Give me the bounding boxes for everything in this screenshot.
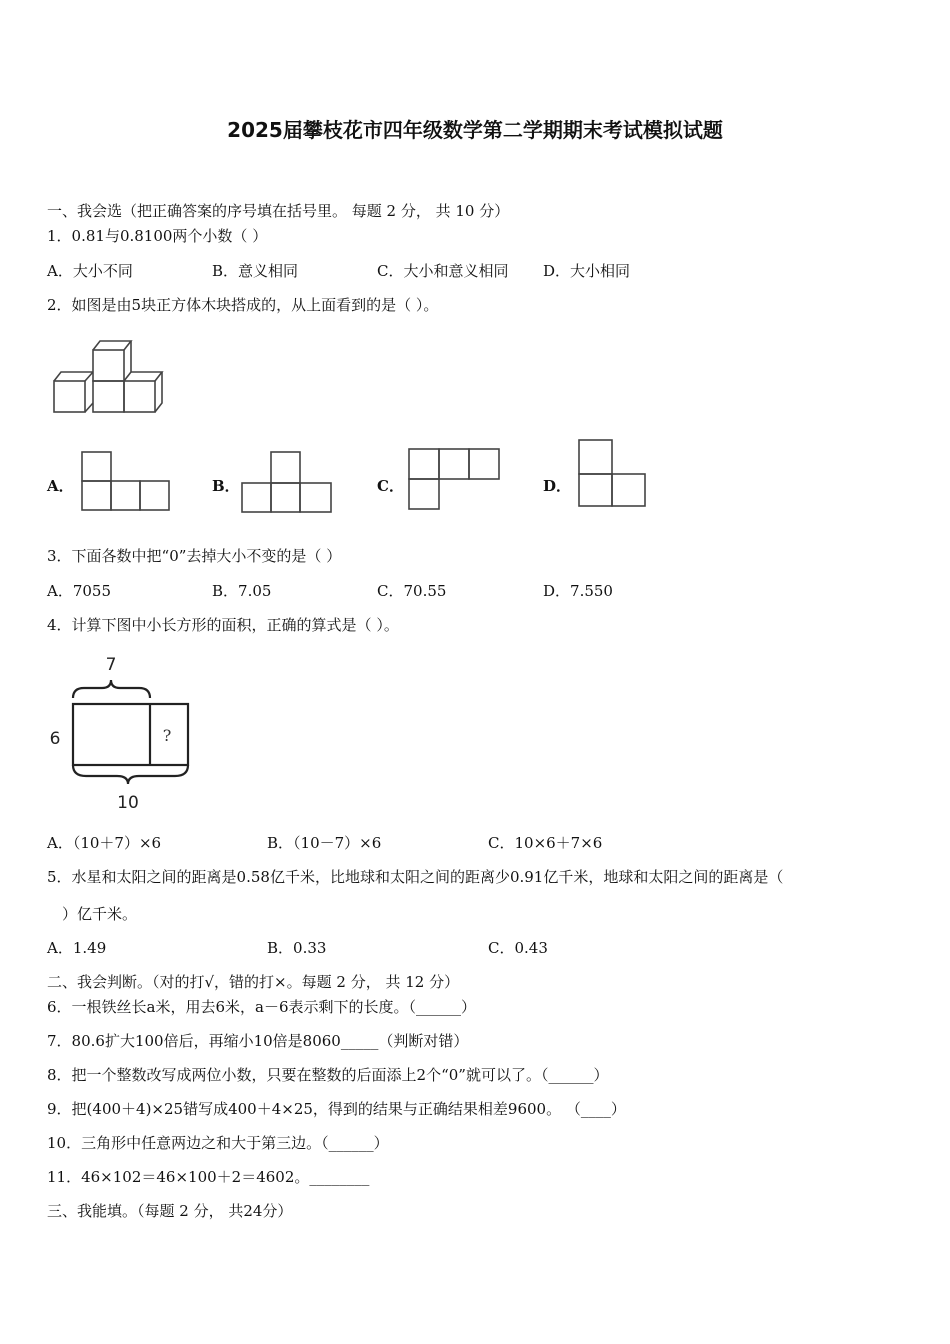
q6-item: 6．一根铁丝长a米，用去6米，a－6表示剩下的长度。（______） — [47, 998, 477, 1016]
q3-option-a: A．7055 — [47, 582, 112, 600]
q5-stem-line2: ）亿千米。 — [62, 905, 138, 923]
q9-item: 9．把(400＋4)×25错写成400＋4×25，得到的结果与正确结果相差9600。 （____） — [47, 1100, 626, 1118]
q5-stem-line1: 5．水星和太阳之间的距离是0.58亿千米，比地球和太阳之间的距离少0.91亿千米，地球和太阳之间的距离是（ — [47, 868, 784, 886]
section1-heading: 一、我会选（把正确答案的序号填在括号里。 每题 2 分， 共 10 分） — [47, 202, 510, 220]
q4-option-b: B．（10－7）×6 — [267, 834, 382, 852]
q2-option-b-label: B． — [212, 477, 240, 495]
q5-option-c: C．0.43 — [488, 939, 548, 957]
q2-option-b-figure — [238, 448, 338, 518]
q4-rectangle-figure — [44, 650, 204, 815]
q4-option-c: C．10×6＋7×6 — [488, 834, 603, 852]
section2-heading: 二、我会判断。（对的打√，错的打×。每题 2 分， 共 12 分） — [47, 973, 460, 991]
q1-option-c: C．大小和意义相同 — [377, 262, 509, 280]
q2-option-d-label: D． — [543, 477, 572, 495]
q1-option-a: A．大小不同 — [47, 262, 133, 280]
q3-option-d: D．7.550 — [543, 582, 613, 600]
q3-option-b: B．7.05 — [212, 582, 272, 600]
q2-option-a-label: A． — [47, 477, 74, 495]
q10-item: 10．三角形中任意两边之和大于第三边。（______） — [47, 1134, 389, 1152]
q5-option-a: A．1.49 — [47, 939, 107, 957]
section3-heading: 三、我能填。（每题 2 分， 共24分） — [47, 1202, 293, 1220]
q4-unknown-label: ? — [162, 726, 172, 745]
page-title: 2025届攀枝花市四年级数学第二学期期末考试模拟试题 — [227, 118, 723, 142]
q4-option-a: A．（10＋7）×6 — [47, 834, 162, 852]
q2-option-c-figure — [405, 444, 505, 514]
q4-bottom-label: 10 — [117, 793, 139, 813]
q11-item: 11．46×102＝46×100＋2＝4602。________ — [47, 1168, 370, 1186]
q8-item: 8．把一个整数改写成两位小数，只要在整数的后面添上2个“0”就可以了。（______） — [47, 1066, 609, 1084]
q3-stem: 3．下面各数中把“0”去掉大小不变的是（ ） — [47, 547, 342, 565]
q1-option-b: B．意义相同 — [212, 262, 299, 280]
q3-option-c: C．70.55 — [377, 582, 447, 600]
q4-side-label: 6 — [49, 729, 61, 749]
q1-option-d: D．大小相同 — [543, 262, 631, 280]
q2-cubes-figure — [50, 336, 170, 421]
q4-stem: 4．计算下图中小长方形的面积，正确的算式是（ ）。 — [47, 616, 399, 634]
q2-option-c-label: C． — [377, 477, 404, 495]
q2-option-a-figure — [78, 448, 173, 513]
q4-top-label: 7 — [105, 655, 117, 675]
q5-option-b: B．0.33 — [267, 939, 327, 957]
q2-stem: 2．如图是由5块正方体木块搭成的，从上面看到的是（ ）。 — [47, 296, 439, 314]
q2-option-d-figure — [575, 436, 655, 511]
q7-item: 7．80.6扩大100倍后，再缩小10倍是8060_____（判断对错） — [47, 1032, 469, 1050]
q1-stem: 1．0.81与0.8100两个小数（ ） — [47, 227, 268, 245]
